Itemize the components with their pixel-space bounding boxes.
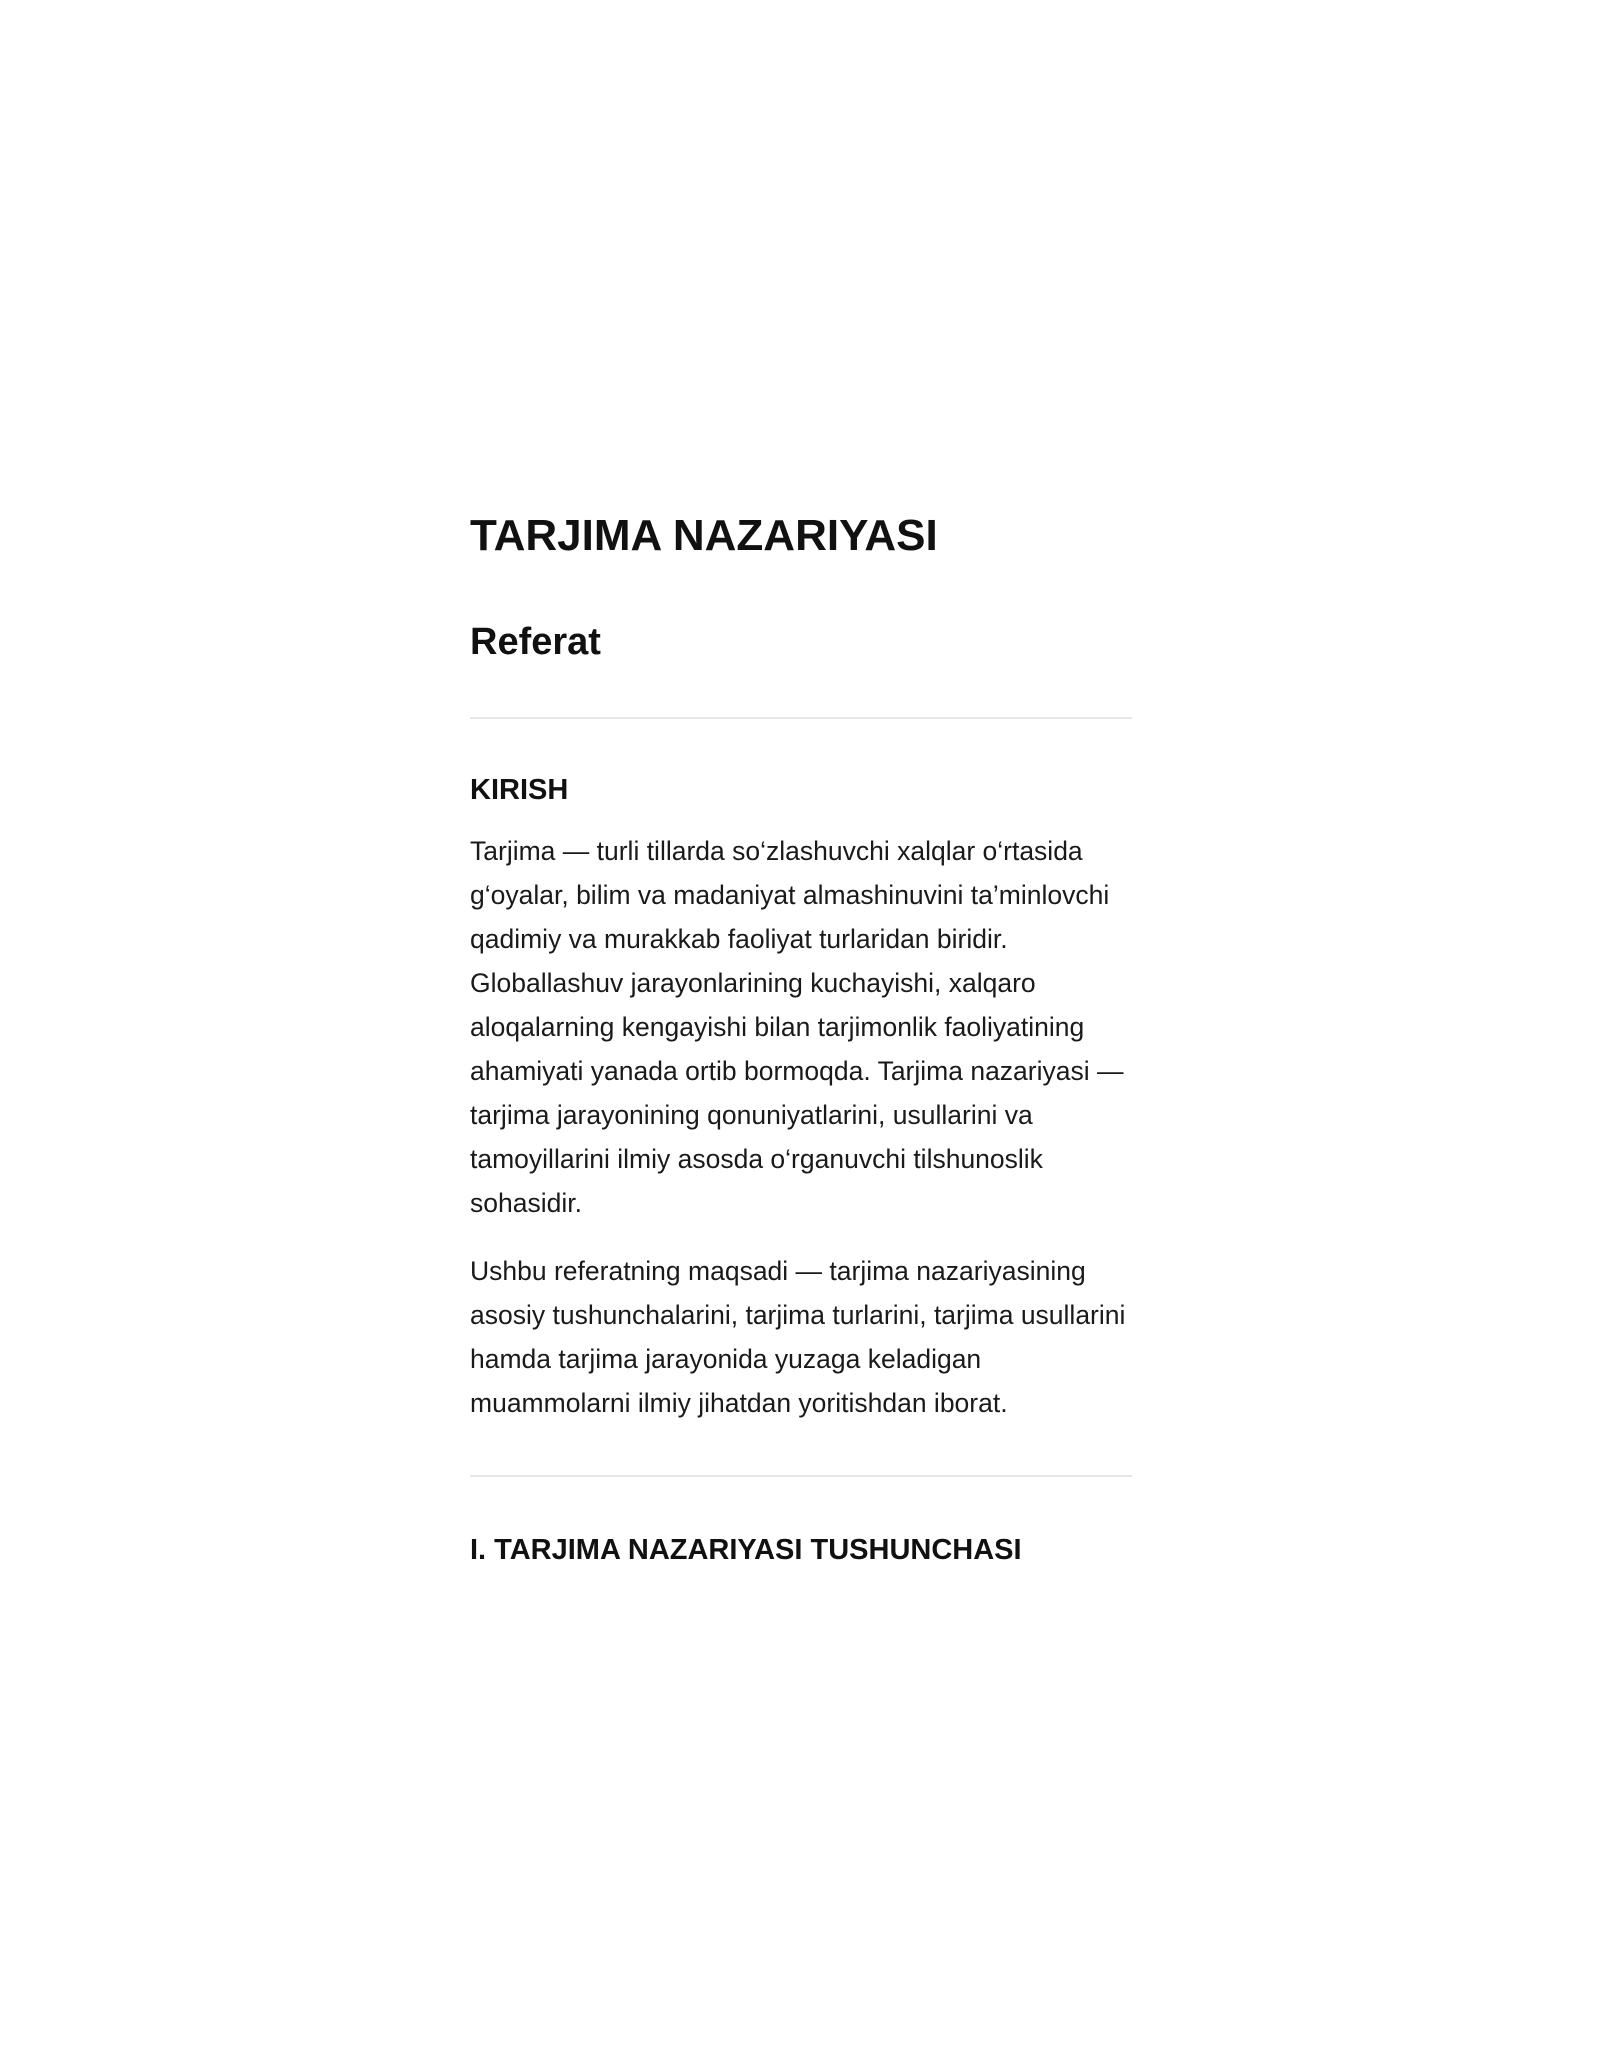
- intro-paragraph-1: Tarjima — turli tillarda so‘zlashuvchi xalqlar o‘rtasida g‘oyalar, bilim va madaniyat almashinuvini ta’minlovchi qadimiy va murakkab faoliyat turlaridan biridir. Globallashuv jarayonlarining kuchayishi, xalqaro aloqalarning kengayishi bilan tarjimonlik faoliyatining ahamiyati yanada ortib bormoqda. Tarjima nazariyasi — tarjima jarayonining qonuniyatlarini, usullarini va tamoyillarini ilmiy asosda o‘rganuvchi tilshunoslik sohasidir.: [470, 836, 1124, 1218]
- document-page: [470, 508, 1132, 1569]
- divider: [470, 1475, 1132, 1477]
- section-heading-translation-theory-concept: I. TARJIMA NAZARIYASI TUSHUNCHASI: [470, 1534, 1022, 1566]
- intro-paragraph-2: Ushbu referatning maqsadi — tarjima nazariyasining asosiy tushunchalarini, tarjima turlarini, tarjima usullarini hamda tarjima jarayonida yuzaga keladigan muammolarni ilmiy jihatdan yoritishdan iborat.: [470, 1256, 1126, 1418]
- section-heading-kirish: KIRISH: [470, 774, 569, 806]
- document-title: TARJIMA NAZARIYASI: [470, 511, 938, 560]
- divider: [470, 717, 1132, 719]
- document-subtitle: Referat: [470, 621, 601, 663]
